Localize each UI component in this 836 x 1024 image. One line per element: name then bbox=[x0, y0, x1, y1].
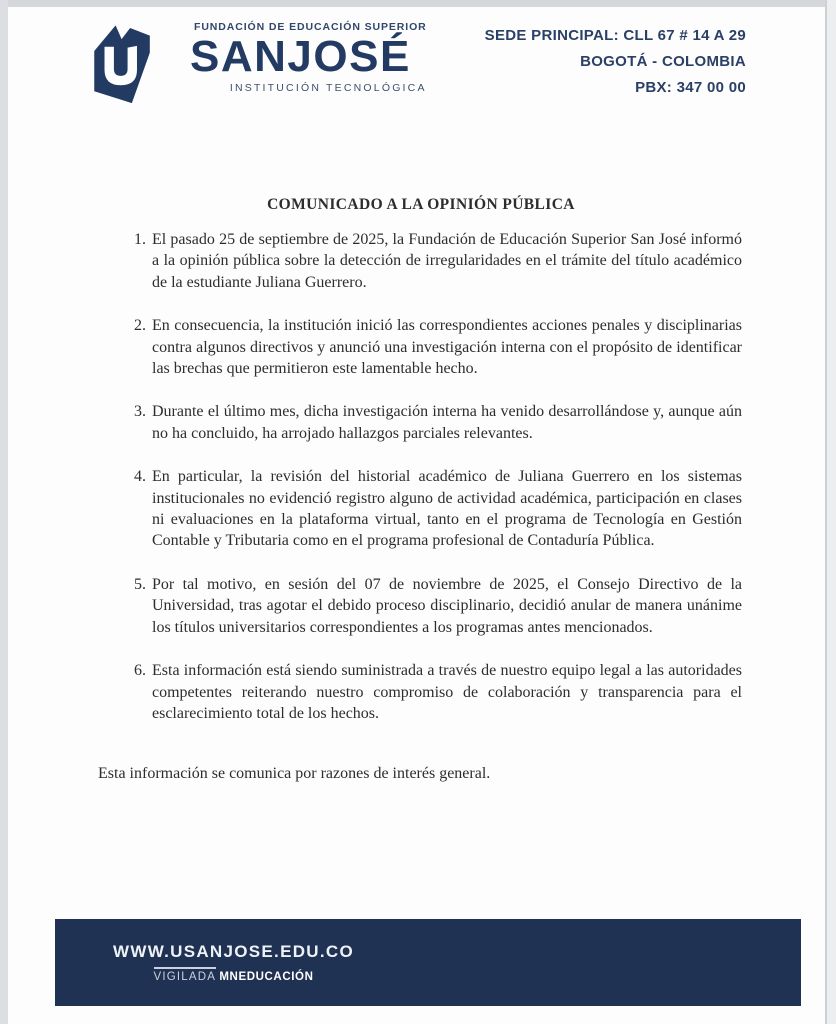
letterhead bbox=[84, 15, 746, 111]
contact-phone-line: PBX: 347 00 00 bbox=[635, 79, 746, 96]
statement-body bbox=[100, 196, 742, 783]
logo-institution-line: INSTITUCIÓN TECNOLÓGICA bbox=[229, 82, 427, 95]
contact-info bbox=[485, 15, 746, 101]
list-item: 6. Esta información está siendo suministrada a través de nuestro equipo legal a las autoridades competentes reiterando nuestro compromiso de colaboración y transparencia para el esclarecimiento total de los hechos. bbox=[150, 660, 742, 724]
logo-brand-name: SANJOSÉ bbox=[190, 32, 411, 81]
list-item: 1. El pasado 25 de septiembre de 2025, la Fundación de Educación Superior San José informó a la opinión pública sobre la detección de irregularidades en el trámite del título académico de la estudiante Juliana Guerrero. bbox=[150, 229, 742, 293]
scan-edge-left bbox=[0, 0, 8, 1024]
u-shield-logo-icon bbox=[84, 15, 178, 111]
logo-wordmark bbox=[190, 15, 427, 94]
page-title: COMUNICADO A LA OPINIÓN PÚBLICA bbox=[267, 196, 575, 213]
logo-foundation-line: FUNDACIÓN DE EDUCACIÓN SUPERIOR bbox=[194, 21, 427, 33]
list-item: 2. En consecuencia, la institución inició las correspondientes acciones penales y disciplinarias contra algunos directivos y anunció una investigación interna con el propósito de identificar las brechas que permitieron este lamentable hecho. bbox=[150, 315, 742, 379]
university-logo bbox=[84, 15, 427, 111]
scan-edge-top bbox=[0, 0, 836, 7]
scan-edge-right bbox=[825, 0, 836, 1024]
footer-vigilada-label: VIGILADA bbox=[154, 967, 217, 983]
footer-regulator-line bbox=[113, 967, 354, 983]
list-item: 3. Durante el último mes, dicha investigación interna ha venido desarrollándose y, aunque aún no ha concluido, ha arrojado hallazgos parciales relevantes. bbox=[150, 401, 742, 444]
contact-city-line: BOGOTÁ - COLOMBIA bbox=[580, 53, 746, 70]
footer-text-block bbox=[113, 942, 354, 983]
closing-statement: Esta información se comunica por razones de interés general. bbox=[98, 765, 491, 783]
list-item: 4. En particular, la revisión del historial académico de Juliana Guerrero en los sistemas institucionales no evidenció registro alguno de actividad académica, participación en clases ni evaluaciones en la plataforma virtual, tanto en el programa de Tecnología en Gestión Contable y Tributaria como en el programa profesional de Contaduría Pública. bbox=[150, 466, 742, 552]
footer-band bbox=[55, 919, 801, 1006]
list-item: 5. Por tal motivo, en sesión del 07 de noviembre de 2025, el Consejo Directivo de la Universidad, tras agotar el debido proceso disciplinario, decidió anular de manera unánime los títulos universitarios correspondientes a los programas antes mencionados. bbox=[150, 574, 742, 638]
footer-ministry-label: MNEDUCACIÓN bbox=[219, 971, 314, 983]
numbered-statement-list bbox=[100, 229, 742, 724]
footer-website-url: WWW.USANJOSE.EDU.CO bbox=[113, 942, 354, 961]
contact-address-line: SEDE PRINCIPAL: CLL 67 # 14 A 29 bbox=[484, 27, 746, 44]
